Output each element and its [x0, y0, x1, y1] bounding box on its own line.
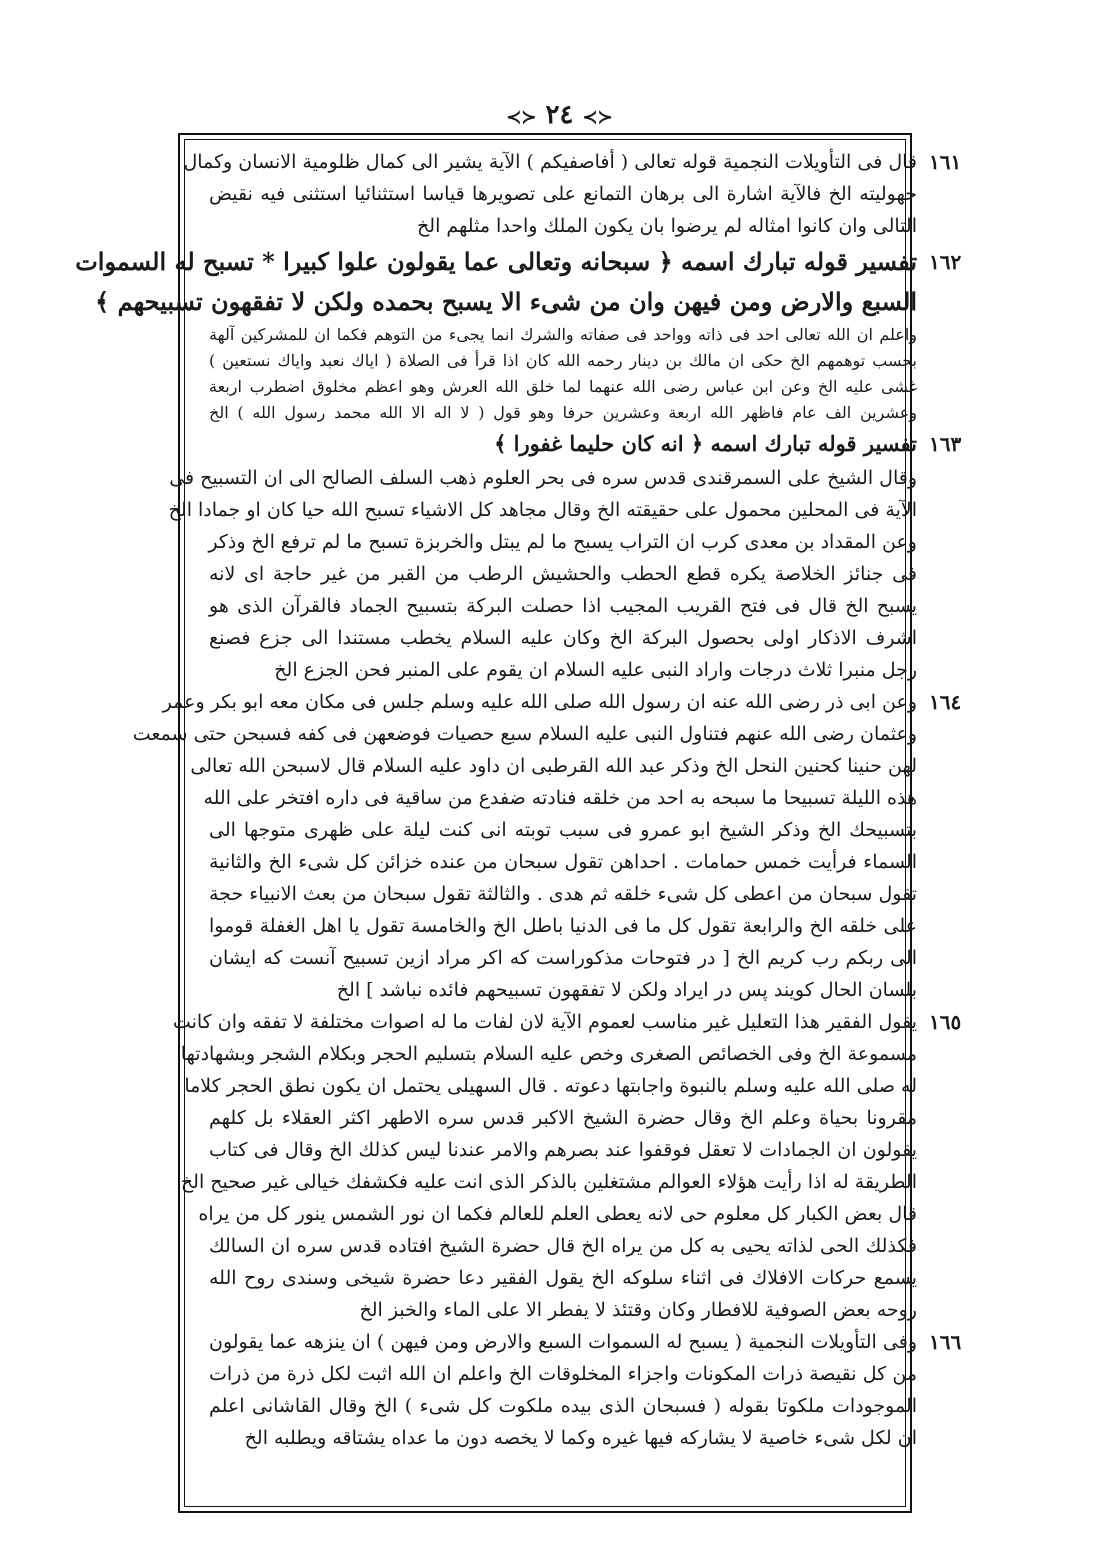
page-number: ٢٤: [545, 100, 574, 130]
text-line: الموجودات ملكوتا بقوله ( فسبحان الذى بيده ملكوت كل شىء ) الخ وقال القاشانى اعلم: [209, 1395, 917, 1417]
text-line: التالى وان كانوا امثاله لم يرضوا بان يكون الملك واحدا مثلهم الخ: [417, 215, 917, 237]
text-line: يقول الفقير هذا التعليل غير مناسب لعموم الآية لان لفات ما له اصوات مختلفة لا تفقه وان كانت: [172, 1011, 917, 1033]
section-163: [168, 426, 962, 686]
text-line: من كل نقيصة ذرات المكونات واجزاء المخلوقات الخ واعلم ان الله اثبت لكل ذرة من ذرات: [209, 1363, 917, 1385]
text-line: يسبح الخ قال فى فتح القريب المجيب اذا حصلت البركة بتسبيح الجماد فالقرآن الذى هو: [209, 595, 917, 617]
text-line: رجل منبرا ثلاث درجات واراد النبى عليه السلام ان يقوم على المنبر فحن الجزع الخ: [274, 659, 917, 681]
text-line: تقول سبحان من اعطى كل شىء خلقه ثم هدى . والثالثة تقول سبحان من بعث الانبياء حجة: [209, 883, 917, 905]
text-line: الآية فى المحلين محمول على حقيقته الخ وقال مجاهد كل الاشياء تسبح الله حيا كان او جمادا الخ: [168, 499, 917, 521]
section-164: [132, 686, 962, 1006]
section-166: [195, 1326, 962, 1454]
text-line: روحه بعض الصوفية للافطار وكان وقتئذ لا يفطر الا على الماء والخبز الخ: [359, 1299, 917, 1321]
text-line: له صلى الله عليه وسلم بالنبوة واجابتها دعوته . قال السهيلى يحتمل ان يكون نطق الحجر كلاما: [184, 1075, 917, 1097]
text-line: وقال الشيخ على السمرقندى قدس سره فى بحر العلوم ذهب السلف الصالح الى ان التسبيح فى: [169, 467, 917, 489]
text-line: يسمع حركات الافلاك فى اثناء سلوكه الخ يقول الفقير دعا حضرة شيخى وسندى روح الله: [209, 1267, 917, 1289]
text-line: مقرونا بحياة وعلم الخ وقال حضرة الشيخ الاكبر قدس سره الاطهر اكثر العقلاء بل كلهم: [209, 1107, 917, 1129]
text-line: ان لكل شىء خاصية لا يشاركه فيها غيره وكما لا يخصه دون ما عداه يشتاقه ويطلبه الخ: [244, 1427, 917, 1449]
page-header: [0, 100, 1119, 133]
section-162: [75, 242, 962, 426]
text-line: وعثمان رضى الله عنهم فتناول النبى عليه السلام سبع حصيات فوضعهن فى كفه فسبحن حتى سمعت: [132, 723, 917, 745]
verse-line: السبع والارض ومن فيهن وان من شىء الا يسبح بحمده ولكن لا تفقهون تسبيحهم ﴾: [95, 287, 917, 316]
section-number: ١٦١: [929, 150, 962, 174]
text-line: جهوليته الخ فالآية اشارة الى برهان التمانع على تصويرها قياسا استثنائيا استثنى فيه نقيض: [209, 183, 917, 205]
text-line: بحسب توهمهم الخ حكى ان مالك بن دينار رحمه الله كان اذا قرأ فى الصلاة ( اياك نعبد واياك نستعين ): [209, 351, 917, 370]
section-number: ١٦٤: [929, 690, 962, 714]
text-line: قال فى التأويلات النجمية قوله تعالى ( أفاصفيكم ) الآية يشير الى كمال ظلومية الانسان وكمال: [183, 151, 917, 173]
text-line: وعن المقداد بن معدى كرب ان التراب يسبح ما لم يبتل والخربزة تسبح ما لم ترفع الخ وذكر: [208, 531, 917, 553]
text-line: السماء فرأيت خمس حمامات . احداهن تقول سبحان من عنده خزائن كل شىء الخ والثانية: [209, 851, 917, 873]
text-line: اشرف الاذكار اولى بحصول البركة الخ وكان عليه السلام يخطب مستندا الى جزع فصنع: [209, 627, 917, 649]
text-line: يقولون ان الجمادات لا تعقل فوقفوا عند بصرهم والامر عندنا ليس كذلك الخ وقال فى كتاب: [209, 1139, 917, 1161]
section-161: [183, 146, 962, 242]
text-line: وفى التأويلات النجمية ( يسبح له السموات السبع والارض ومن فيهن ) ان ينزهه عما يقولون: [209, 1331, 917, 1353]
section-number: ١٦٢: [929, 250, 962, 274]
section-number: ١٦٦: [929, 1330, 962, 1354]
ornament-left-icon: ≺≻: [506, 107, 537, 128]
text-line: وعن ابى ذر رضى الله عنه ان رسول الله صلى الله عليه وسلم جلس فى مكان معه ابو بكر وعمر: [162, 691, 917, 713]
text-line: على خلقه الخ والرابعة تقول كل ما فى الدنيا باطل الخ والخامسة تقول يا اهل الغفلة قوموا: [209, 915, 917, 937]
text-line: غشى عليه الخ وعن ابن عباس رضى الله عنهما لما خلق الله العرش وهو اعظم مخلوق اضطرب اربعة: [209, 377, 918, 396]
section-heading: تفسير قوله تبارك اسمه ﴿ انه كان حليما غفورا ﴾: [494, 431, 917, 456]
text-line: وعشرين الف عام فاظهر الله اربعة وعشرين حرفا وهو قول ( لا اله الا الله محمد رسول الله ) الخ: [209, 403, 917, 422]
text-line: الطريقة له اذا رأيت هؤلاء العوالم مشتغلين بالذكر الذى انت عليه فكشفك خيالى غير صحيح الخ: [180, 1171, 917, 1193]
text-line: بتسبيحك الخ وذكر الشيخ ابو عمرو فى سبب توبته انى كنت ليلة على ظهرى متوجها الى: [209, 819, 917, 841]
text-line: فكذلك الحى لذاته يحيى به كل من يراه الخ قال حضرة الشيخ افتاده قدس سره ان السالك: [209, 1235, 917, 1257]
text-line: هذه الليلة تسبيحا ما سبحه به احد من خلقه فنادته ضفدع من ساقية فى داره افتخر على الله: [203, 787, 917, 809]
section-number: ١٦٣: [929, 432, 962, 456]
ornament-right-icon: ≺≻: [582, 107, 613, 128]
section-number: ١٦٥: [929, 1010, 962, 1034]
text-line: بلسان الحال كويند پس در ايراد ولكن لا تفقهون تسبيحهم فائده نباشد ] الخ: [336, 979, 917, 1001]
text-line: قال بعض الكبار كل معلوم حى لانه يعطى العلم للعالم فكما ان نور الشمس ينور كل من يراه: [198, 1203, 917, 1225]
section-165: [172, 1006, 962, 1326]
text-column: [75, 146, 962, 1454]
text-line: مسموعة الخ وفى الخصائص الصغرى وخص عليه السلام بتسليم الحجر وبكلام الشجر وبشهادتها: [180, 1043, 917, 1065]
verse-line: تفسير قوله تبارك اسمه ﴿ سبحانه وتعالى عما يقولون علوا كبيرا * تسبح له السموات: [75, 247, 917, 276]
text-line: لهن حنينا كحنين النحل الخ وذكر عبد الله القرطبى ان داود عليه السلام قال لاسبحن الله تعالى: [190, 755, 917, 777]
text-line: فى جنائز الخلاصة يكره قطع الحطب والحشيش الرطب من القبر من غير حاجة اى لانه: [209, 563, 917, 585]
text-line: واعلم ان الله تعالى احد فى ذاته وواحد فى صفاته والشرك انما يجىء من التوهم فكما ان للمشركين آلهة: [209, 325, 917, 344]
text-line: الى ربكم رب كريم الخ [ در فتوحات مذكوراست كه اكر مراد ازين تسبيح آنست كه ايشان: [209, 947, 917, 969]
